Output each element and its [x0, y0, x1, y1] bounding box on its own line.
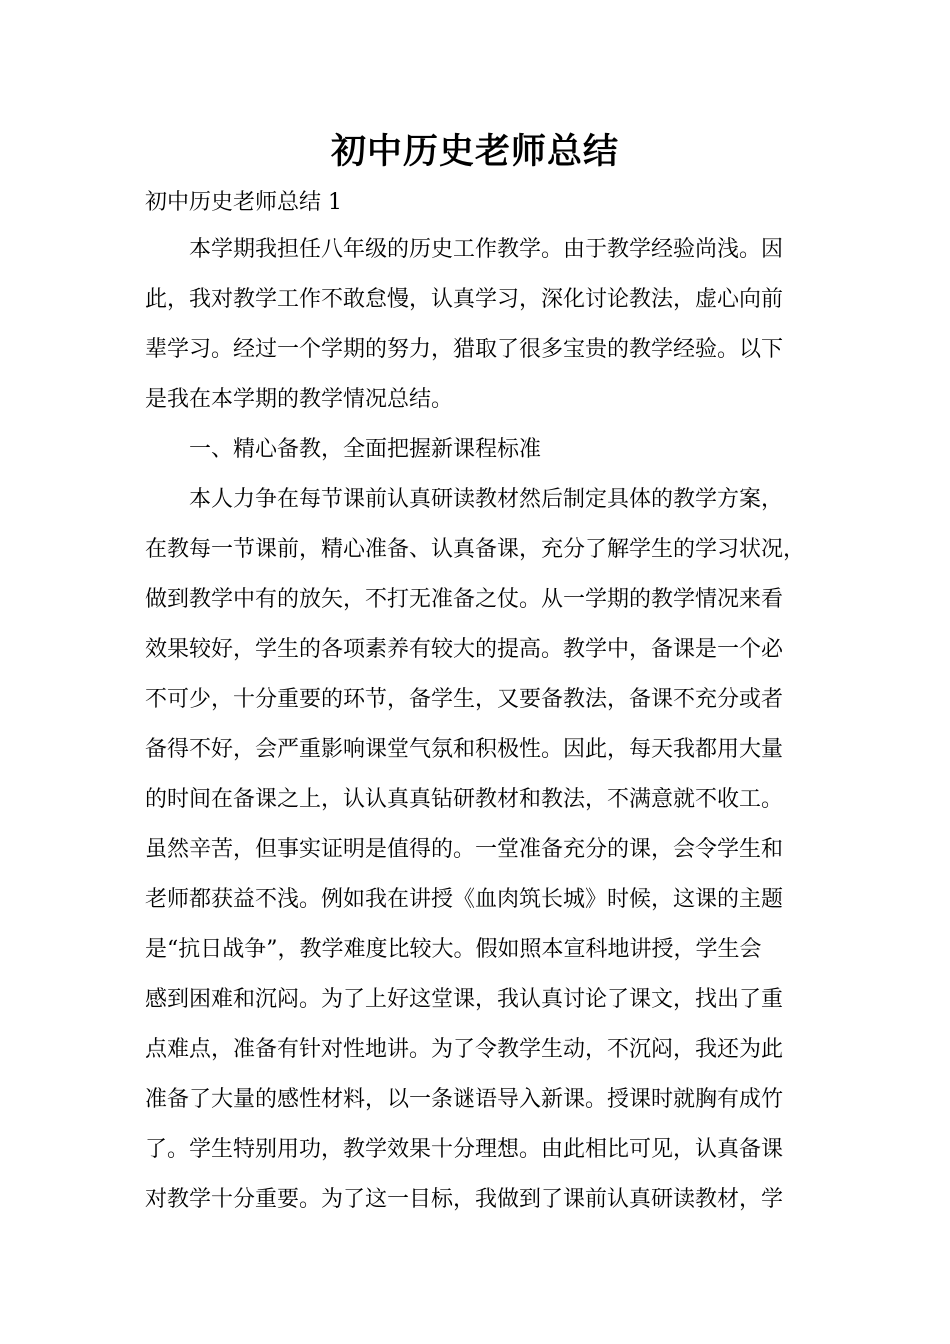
section-subtitle: 初中历史老师总结 1 [145, 190, 342, 215]
paragraph-line: 此，我对教学工作不敢怠慢，认真学习，深化讨论教法，虚心向前 [145, 287, 784, 312]
paragraph-line: 老师都获益不浅。例如我在讲授《血肉筑长城》时候，这课的主题 [145, 887, 784, 912]
paragraph-line: 是“抗日战争”，教学难度比较大。假如照本宣科地讲授，学生会 [145, 937, 762, 962]
paragraph-line: 对教学十分重要。为了这一目标，我做到了课前认真研读教材，学 [145, 1187, 784, 1212]
paragraph-line: 感到困难和沉闷。为了上好这堂课，我认真讨论了课文，找出了重 [145, 987, 784, 1012]
paragraph-line: 辈学习。经过一个学期的努力，猎取了很多宝贵的教学经验。以下 [145, 337, 784, 362]
paragraph-line: 备得不好，会严重影响课堂气氛和积极性。因此，每天我都用大量 [145, 737, 784, 762]
paragraph-line: 在教每一节课前，精心准备、认真备课，充分了解学生的学习状况， [145, 537, 806, 562]
paragraph-line: 效果较好，学生的各项素养有较大的提高。教学中，备课是一个必 [145, 637, 784, 662]
paragraph-line: 本人力争在每节课前认真研读教材然后制定具体的教学方案， [189, 487, 784, 512]
section-heading: 一、精心备教，全面把握新课程标准 [189, 437, 542, 462]
document-title: 初中历史老师总结 [330, 131, 619, 172]
document-body [145, 180, 815, 1225]
paragraph-line: 虽然辛苦，但事实证明是值得的。一堂准备充分的课，会令学生和 [145, 837, 784, 862]
paragraph-line: 是我在本学期的教学情况总结。 [145, 387, 454, 412]
paragraph-line: 做到教学中有的放矢，不打无准备之仗。从一学期的教学情况来看 [145, 587, 784, 612]
paragraph-line: 了。学生特别用功，教学效果十分理想。由此相比可见，认真备课 [145, 1137, 784, 1162]
paragraph-line: 本学期我担任八年级的历史工作教学。由于教学经验尚浅。因 [189, 237, 784, 262]
paragraph-line: 准备了大量的感性材料，以一条谜语导入新课。授课时就胸有成竹 [145, 1087, 784, 1112]
paragraph-line: 不可少，十分重要的环节，备学生，又要备教法，备课不充分或者 [145, 687, 784, 712]
paragraph-line: 点难点，准备有针对性地讲。为了令教学生动，不沉闷，我还为此 [145, 1037, 784, 1062]
paragraph-line: 的时间在备课之上，认认真真钻研教材和教法，不满意就不收工。 [145, 787, 784, 812]
